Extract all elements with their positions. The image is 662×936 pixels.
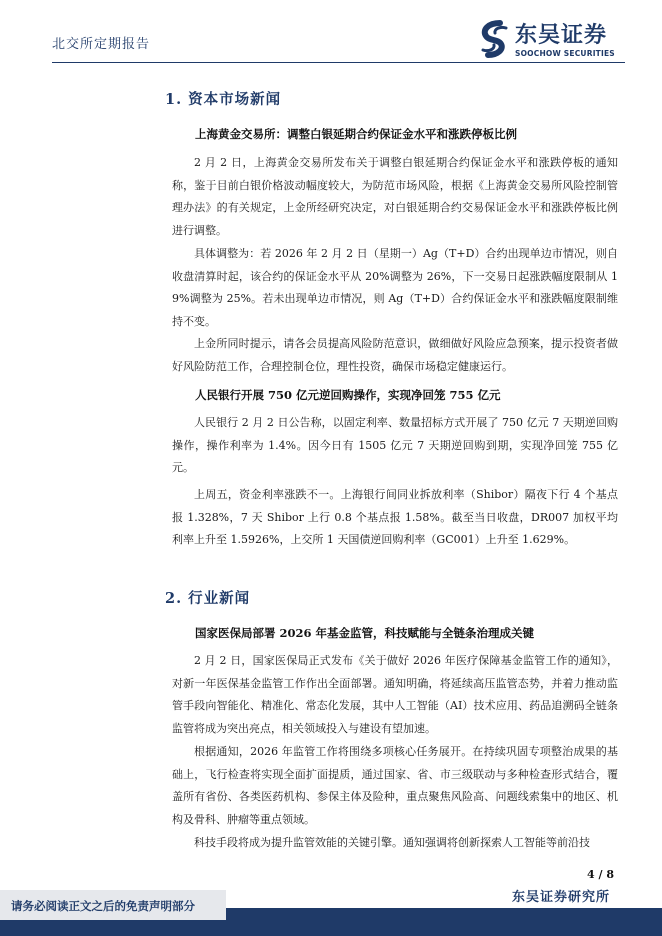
article-paragraph: 上周五，资金利率涨跌不一。上海银行间同业拆放利率（Shibor）隔夜下行 4 个基点报 1.328%，7 天 Shibor 上行 0.8 个基点报 1.58%。截至当日收盘，DR007 加权平均利率上升至 1.5926%，上交所 1 天国债逆回购利率（GC001）上升至 1.629%。 xyxy=(172,488,618,547)
article-paragraph: 根据通知，2026 年监管工作将围绕多项核心任务展开。在持续巩固专项整治成果的基础上，飞行检查将实现全面扩面提质，通过国家、省、市三级联动与多种检查形式结合，覆盖所有省份、各类医药机构、参保主体及险种，重点聚焦风险高、问题线索集中的地区、机构及骨科、肿瘤等重点领域。 xyxy=(172,745,618,826)
article-title-pboc-repo: 人民银行开展 750 亿元逆回购操作，实现净回笼 755 亿元 xyxy=(195,388,501,402)
section-title-capital-market: 1. 资本市场新闻 xyxy=(165,91,282,108)
page-number: 4 / 8 xyxy=(587,868,614,881)
article-title-sge-silver: 上海黄金交易所：调整白银延期合约保证金水平和涨跌停板比例 xyxy=(195,127,517,141)
article-paragraph: 2 月 2 日，上海黄金交易所发布关于调整白银延期合约保证金水平和涨跌停板的通知称，鉴于目前白银价格波动幅度较大，为防范市场风险，根据《上海黄金交易所风险控制管理办法》的有关规定，上金所经研究决定，对白银延期合约交易保证金水平和涨跌停板比例进行调整。 xyxy=(172,156,618,237)
header-divider xyxy=(52,62,625,63)
article-paragraph: 2 月 2 日，国家医保局正式发布《关于做好 2026 年医疗保障基金监管工作的通知》，对新一年医保基金监管工作作出全面部署。通知明确，将延续高压监管态势，并着力推动监管手段向智能化、精准化、常态化发展，其中人工智能（AI）技术应用、药品追溯码全链条监管将成为突出亮点，相关领域投入与建设有望加速。 xyxy=(172,654,618,735)
report-type-label: 北交所定期报告 xyxy=(52,37,151,52)
article-paragraph: 具体调整为：若 2026 年 2 月 2 日（星期一）Ag（T+D）合约出现单边市情况，则自收盘清算时起，该合约的保证金水平从 20%调整为 26%，下一交易日起涨跌幅度限制从 19%调整为 25%。若未出现单边市情况，则 Ag（T+D）合约保证金水平和涨跌幅度限制维持不变。 xyxy=(172,247,618,328)
footer-institute-name: 东吴证券研究所 xyxy=(511,890,610,905)
section-title-industry-news: 2. 行业新闻 xyxy=(165,590,251,607)
soochow-logo-icon xyxy=(478,20,512,58)
article-title-nhsa-fund-supervision: 国家医保局部署 2026 年基金监管，科技赋能与全链条治理成关键 xyxy=(195,626,535,640)
logo-chinese-name: 东吴证券 xyxy=(515,23,608,48)
disclaimer-text: 请务必阅读正文之后的免责声明部分 xyxy=(11,899,195,913)
logo-english-name: SOOCHOW SECURITIES xyxy=(515,49,615,58)
disclaimer-banner xyxy=(0,890,226,920)
article-paragraph: 上金所同时提示，请各会员提高风险防范意识，做细做好风险应急预案，提示投资者做好风险防范工作，合理控制仓位，理性投资，确保市场稳定健康运行。 xyxy=(172,337,618,373)
company-logo xyxy=(478,18,623,64)
article-paragraph: 科技手段将成为提升监管效能的关键引擎。通知强调将创新探索人工智能等前沿技 xyxy=(194,836,590,849)
article-paragraph: 人民银行 2 月 2 日公告称，以固定利率、数量招标方式开展了 750 亿元 7 天期逆回购操作，操作利率为 1.4%。因今日有 1505 亿元 7 天期逆回购到期，实现净回笼 755 亿元。 xyxy=(172,416,618,475)
